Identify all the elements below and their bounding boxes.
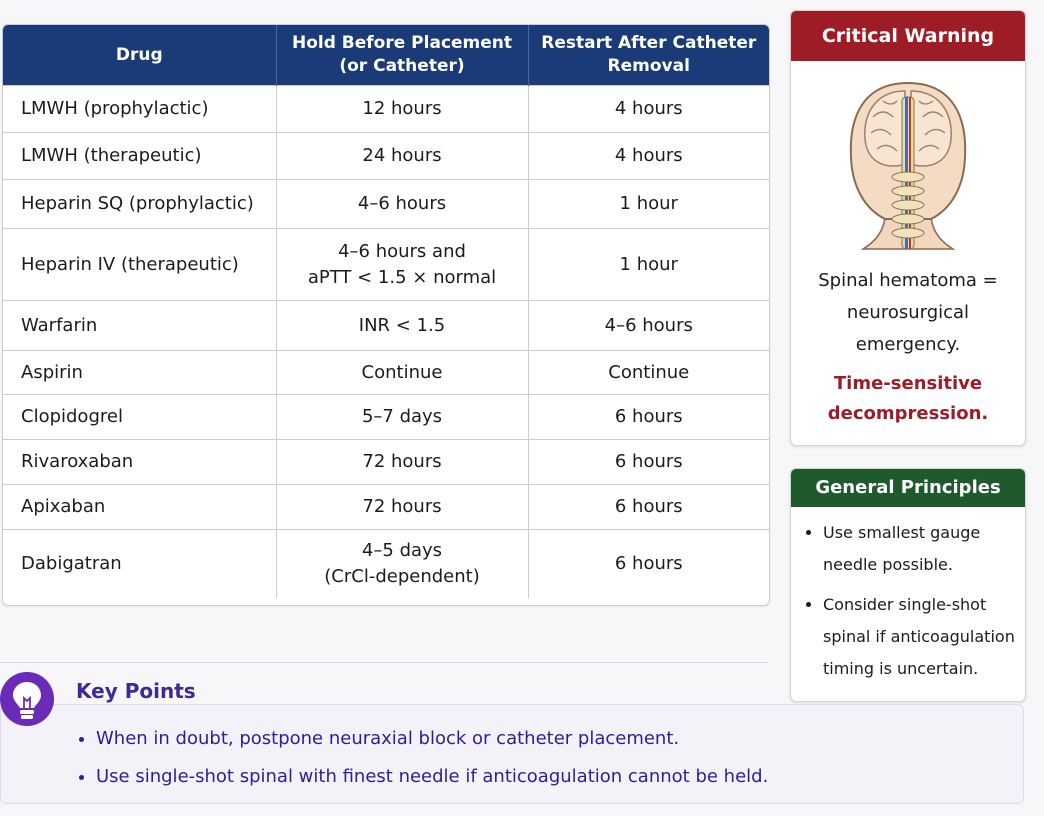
cell-hold-line: Continue: [361, 361, 443, 383]
anticoagulation-table-card: [2, 24, 770, 606]
table-header-row: [3, 25, 769, 86]
principle-line: timing is uncertain.: [823, 659, 979, 678]
cell-restart: Continue: [528, 351, 769, 395]
warning-line: emergency.: [855, 334, 961, 355]
cell-restart: 6 hours: [528, 395, 769, 440]
table-row: [3, 86, 769, 133]
cell-hold: [276, 485, 528, 530]
header-restart-line2: Removal: [607, 56, 690, 76]
cell-restart: 1 hour: [528, 229, 769, 301]
principle-item: [823, 517, 1017, 581]
table-body: [3, 86, 769, 598]
cell-restart: 4 hours: [528, 86, 769, 133]
header-restart: [528, 25, 769, 86]
cell-hold-line: 5–7 days: [361, 406, 443, 427]
emphasis-line: decompression.: [827, 403, 989, 424]
cell-drug: Aspirin: [3, 351, 276, 395]
header-restart-line1: Restart After Catheter: [541, 33, 757, 53]
cell-drug: LMWH (prophylactic): [3, 86, 276, 133]
cell-hold-line: 12 hours: [362, 98, 442, 119]
emphasis-line: Time-sensitive: [833, 373, 983, 394]
header-hold-line1: Hold Before Placement: [291, 33, 513, 53]
principle-line: • Consider single-shot: [823, 595, 987, 614]
cell-hold-line: 72 hours: [362, 451, 442, 472]
principle-line: spinal if anticoagulation: [823, 627, 1015, 646]
cell-drug: Warfarin: [3, 301, 276, 351]
cell-hold-line: 72 hours: [362, 496, 442, 517]
cell-hold-line: (CrCl-dependent): [324, 565, 480, 587]
cell-hold-line: 24 hours: [362, 145, 442, 166]
key-points-title: Key Points: [76, 679, 196, 703]
cell-hold: [276, 133, 528, 180]
cell-drug: Dabigatran: [3, 530, 276, 598]
cell-hold: [276, 395, 528, 440]
cell-hold-line: INR < 1.5: [358, 314, 446, 336]
table-row: [3, 485, 769, 530]
cell-restart: 6 hours: [528, 485, 769, 530]
cell-hold-line: 4–6 hours: [357, 193, 447, 214]
header-hold-line2: (or Catheter): [339, 56, 465, 76]
warning-line: Spinal hematoma =: [818, 270, 998, 291]
header-hold: [276, 25, 528, 86]
principle-line: needle possible.: [823, 555, 953, 574]
critical-warning-title: Critical Warning: [791, 11, 1025, 61]
key-point-item: • Use single-shot spinal with finest needle if anticoagulation cannot be held.: [96, 758, 996, 796]
header-drug: [3, 25, 276, 86]
cell-restart: 6 hours: [528, 440, 769, 485]
cell-hold: [276, 86, 528, 133]
principle-line: • Use smallest gauge: [823, 523, 981, 542]
anticoagulation-table: [3, 25, 769, 598]
critical-warning-text: [791, 265, 1025, 361]
table-row: [3, 530, 769, 598]
table-row: [3, 440, 769, 485]
cell-hold: [276, 351, 528, 395]
section-divider: [0, 662, 768, 663]
cell-restart: 4 hours: [528, 133, 769, 180]
critical-warning-card: [790, 10, 1026, 446]
cell-restart: 6 hours: [528, 530, 769, 598]
general-principles-list: [791, 517, 1025, 685]
cell-hold: [276, 301, 528, 351]
table-row: [3, 351, 769, 395]
cell-hold: [276, 229, 528, 301]
cell-drug: Heparin SQ (prophylactic): [3, 180, 276, 229]
table-row: [3, 395, 769, 440]
cell-restart: 4–6 hours: [528, 301, 769, 351]
key-point-item: • When in doubt, postpone neuraxial block or catheter placement.: [96, 720, 996, 758]
warning-line: neurosurgical: [846, 302, 970, 323]
cell-drug: Rivaroxaban: [3, 440, 276, 485]
cell-hold-line: 4–6 hours and: [338, 240, 466, 262]
cell-hold: [276, 440, 528, 485]
cell-restart: 1 hour: [528, 180, 769, 229]
cell-drug: Heparin IV (therapeutic): [3, 229, 276, 301]
principle-item: [823, 589, 1017, 685]
cell-drug: Apixaban: [3, 485, 276, 530]
table-row: [3, 133, 769, 180]
cell-hold: [276, 530, 528, 598]
table-row: [3, 301, 769, 351]
head-spine-illustration: [833, 77, 983, 253]
table-row: [3, 180, 769, 229]
general-principles-title: General Principles: [791, 469, 1025, 507]
general-principles-card: [790, 468, 1026, 702]
table-row: [3, 229, 769, 301]
lightbulb-icon: [0, 668, 58, 730]
cell-hold: [276, 180, 528, 229]
header-drug-label: Drug: [115, 44, 163, 65]
cell-hold-line: 4–5 days: [361, 539, 443, 561]
cell-drug: LMWH (therapeutic): [3, 133, 276, 180]
cell-drug: Clopidogrel: [3, 395, 276, 440]
key-points-list: [76, 720, 996, 796]
cell-hold-line: aPTT < 1.5 × normal: [307, 266, 497, 288]
critical-warning-emphasis: [791, 369, 1025, 429]
